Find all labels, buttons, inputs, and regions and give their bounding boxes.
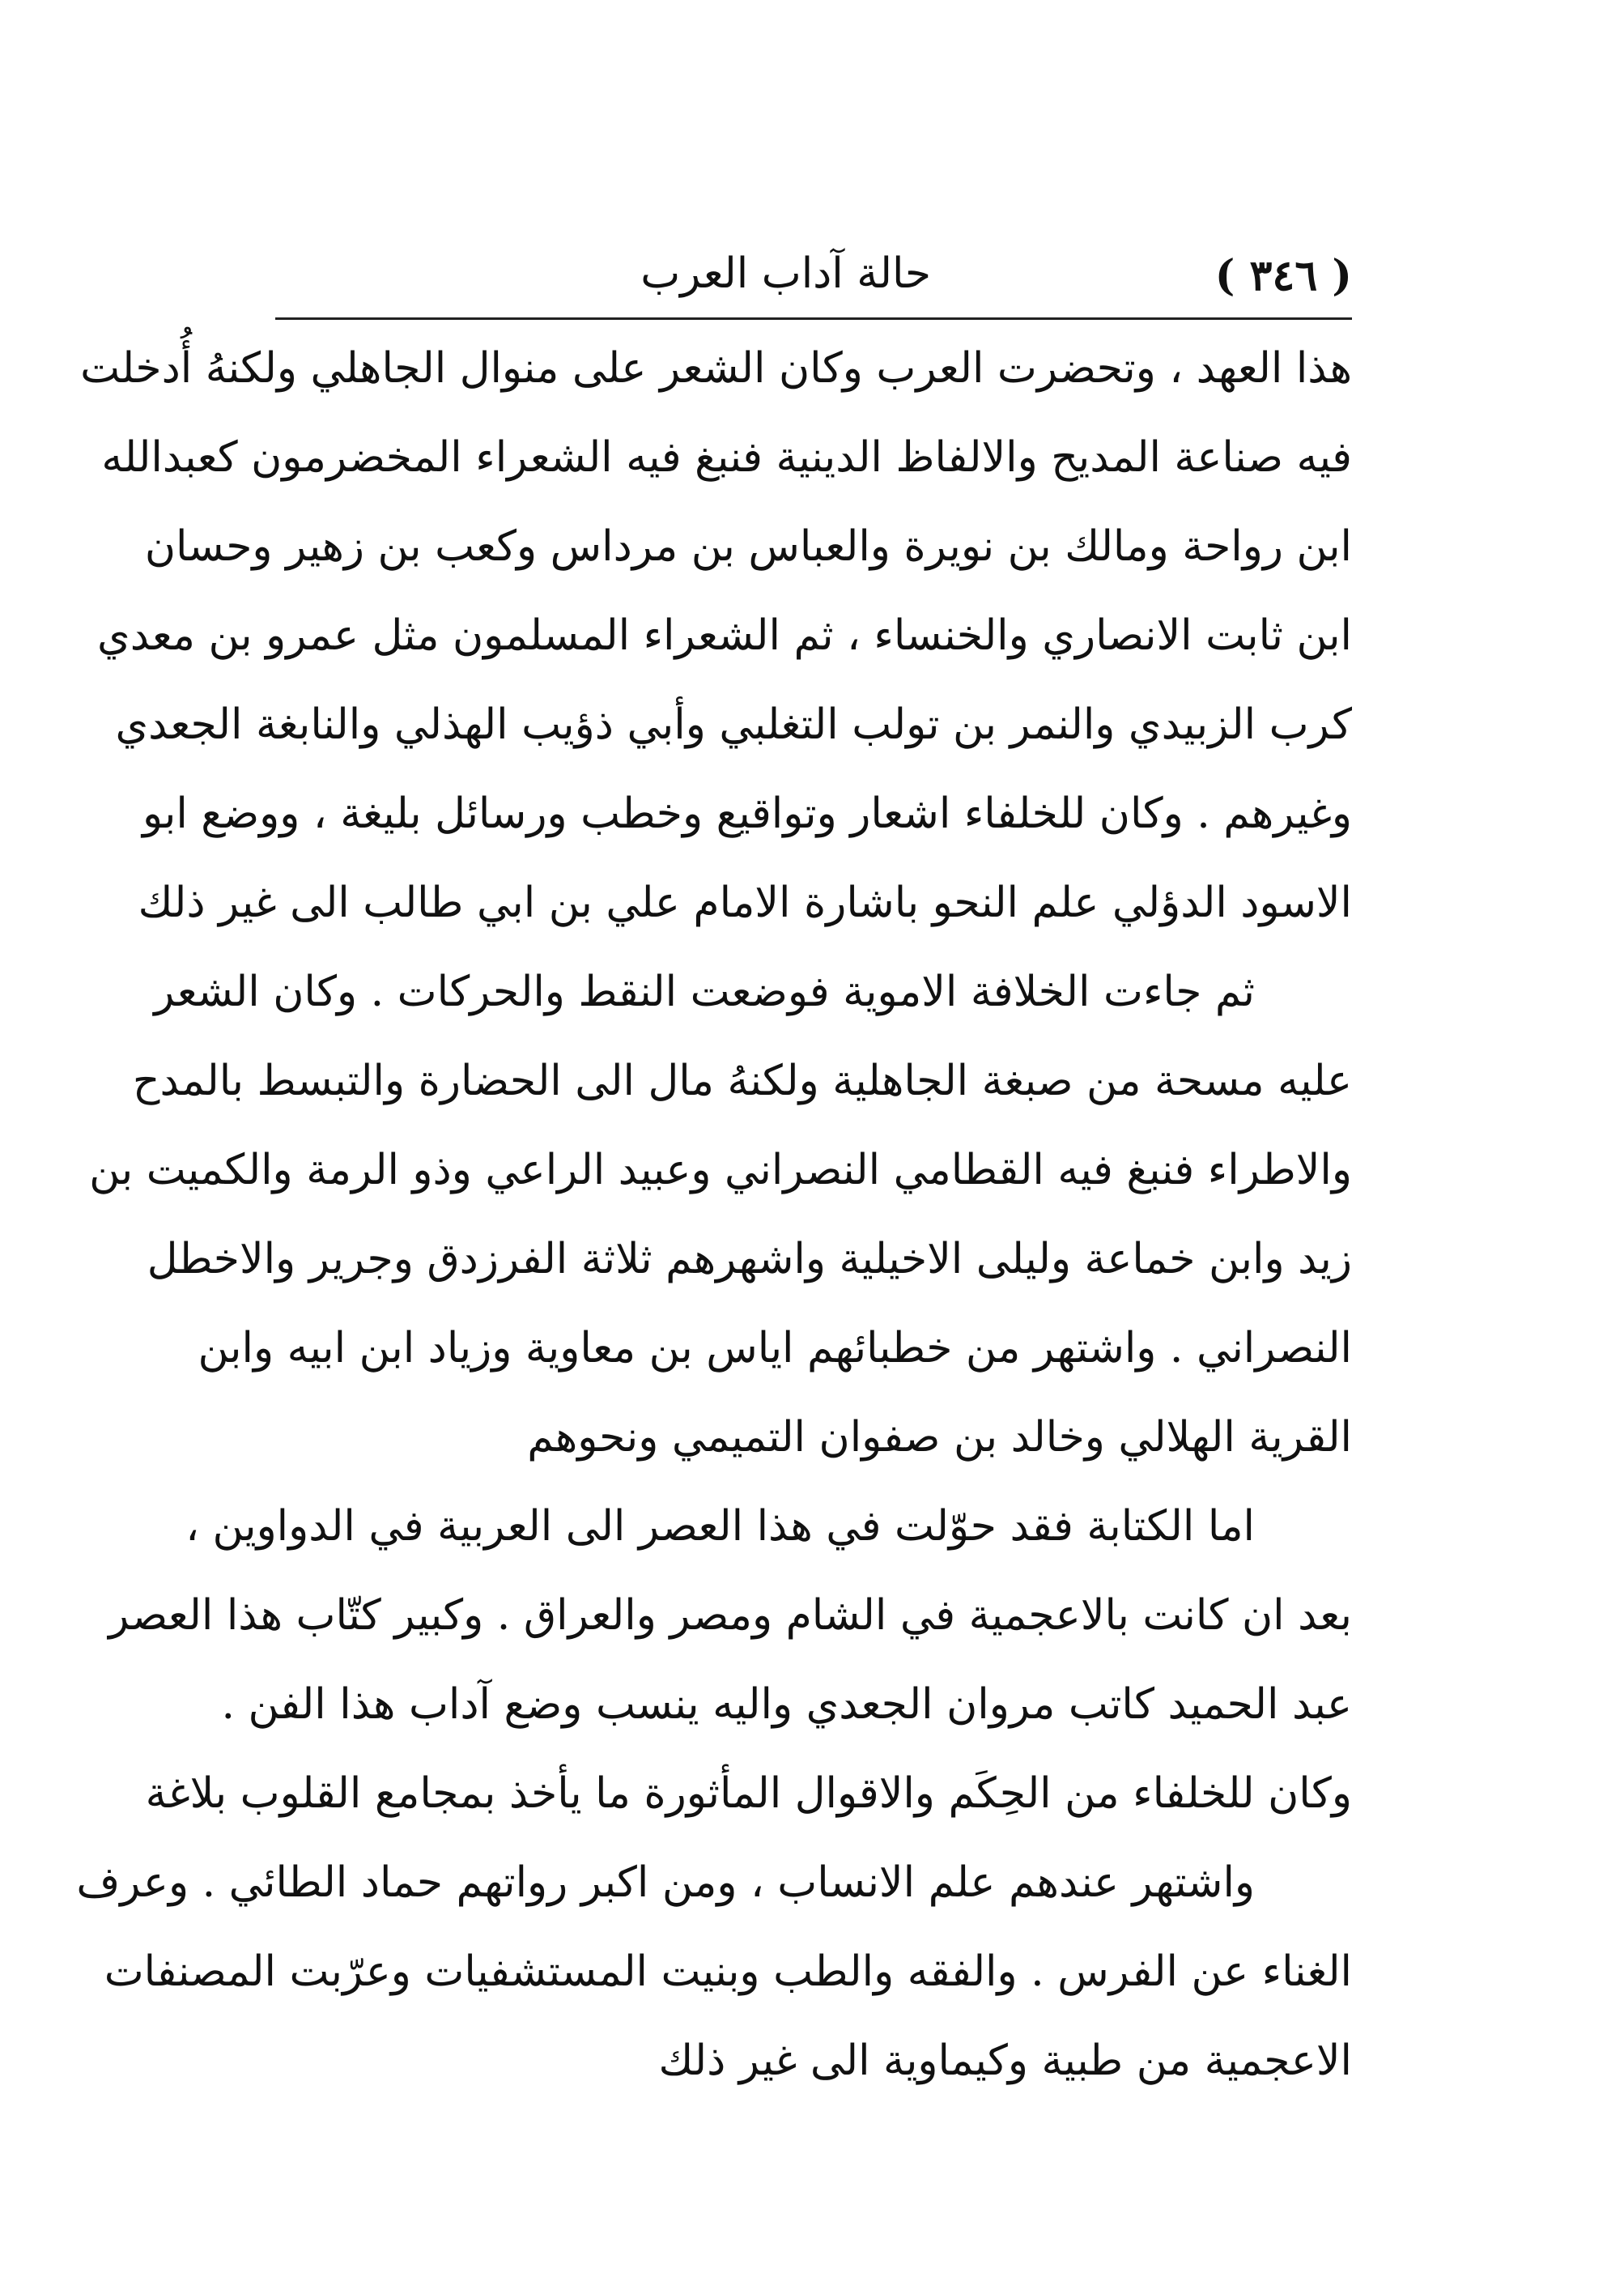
- text-line: الاسود الدؤلي علم النحو باشارة الامام علي بن ابي طالب الى غير ذلك: [138, 879, 1352, 927]
- text-line: النصراني . واشتهر من خطبائهم اياس بن معاوية وزياد ابن ابيه وابن: [198, 1324, 1352, 1373]
- text-line: زيد وابن خماعة وليلى الاخيلية واشهرهم ثلاثة الفرزدق وجرير والاخطل: [147, 1235, 1352, 1283]
- paragraph-start-line: واشتهر عندهم علم الانساب ، ومن اكبر رواتهم حماد الطائي . وعرف: [76, 1858, 1255, 1907]
- text-line: عبد الحميد كاتب مروان الجعدي واليه ينسب وضع آداب هذا الفن .: [221, 1680, 1352, 1729]
- body-text: [76, 324, 1352, 2105]
- text-line: كرب الزبيدي والنمر بن تولب التغلبي وأبي ذؤيب الهذلي والنابغة الجعدي: [115, 700, 1352, 749]
- text-line: والاطراء فنبغ فيه القطامي النصراني وعبيد الراعي وذو الرمة والكميت بن: [89, 1146, 1352, 1194]
- text-line: عليه مسحة من صبغة الجاهلية ولكنهُ مال الى الحضارة والتبسط بالمدح: [132, 1057, 1352, 1105]
- page-number: ( ٣٤٦ ): [1214, 251, 1352, 300]
- text-line: وغيرهم . وكان للخلفاء اشعار وتواقيع وخطب ورسائل بليغة ، ووضع ابو: [142, 789, 1352, 838]
- paragraph-end-line: الاعجمية من طبية وكيماوية الى غير ذلك: [658, 2037, 1352, 2085]
- text-line: الغناء عن الفرس . والفقه والطب وبنيت المستشفيات وعرّبت المصنفات: [104, 1947, 1352, 1996]
- paragraph-end-line: القرية الهلالي وخالد بن صفوان التميمي ونحوهم: [527, 1413, 1352, 1462]
- page-header: [275, 243, 1352, 316]
- header-rule: [275, 317, 1352, 320]
- running-title: حالة آداب العرب: [640, 249, 931, 298]
- text-line: بعد ان كانت بالاعجمية في الشام ومصر والعراق . وكبير كتّاب هذا العصر: [108, 1591, 1352, 1640]
- text-line: ابن رواحة ومالك بن نويرة والعباس بن مرداس وكعب بن زهير وحسان: [144, 522, 1352, 571]
- text-line: فيه صناعة المديح والالفاظ الدينية فنبغ فيه الشعراء المخضرمون كعبدالله: [101, 433, 1352, 482]
- text-line: ابن ثابت الانصاري والخنساء ، ثم الشعراء المسلمون مثل عمرو بن معدي: [97, 611, 1352, 660]
- text-line: هذا العهد ، وتحضرت العرب وكان الشعر على منوال الجاهلي ولكنهُ أُدخلت: [80, 344, 1352, 393]
- text-line: وكان للخلفاء من الحِكَم والاقوال المأثورة ما يأخذ بمجامع القلوب بلاغة: [145, 1769, 1352, 1818]
- paragraph-start-line: اما الكتابة فقد حوّلت في هذا العصر الى العربية في الدواوين ،: [185, 1502, 1255, 1551]
- paragraph-start-line: ثم جاءت الخلافة الاموية فوضعت النقط والحركات . وكان الشعر: [154, 968, 1255, 1016]
